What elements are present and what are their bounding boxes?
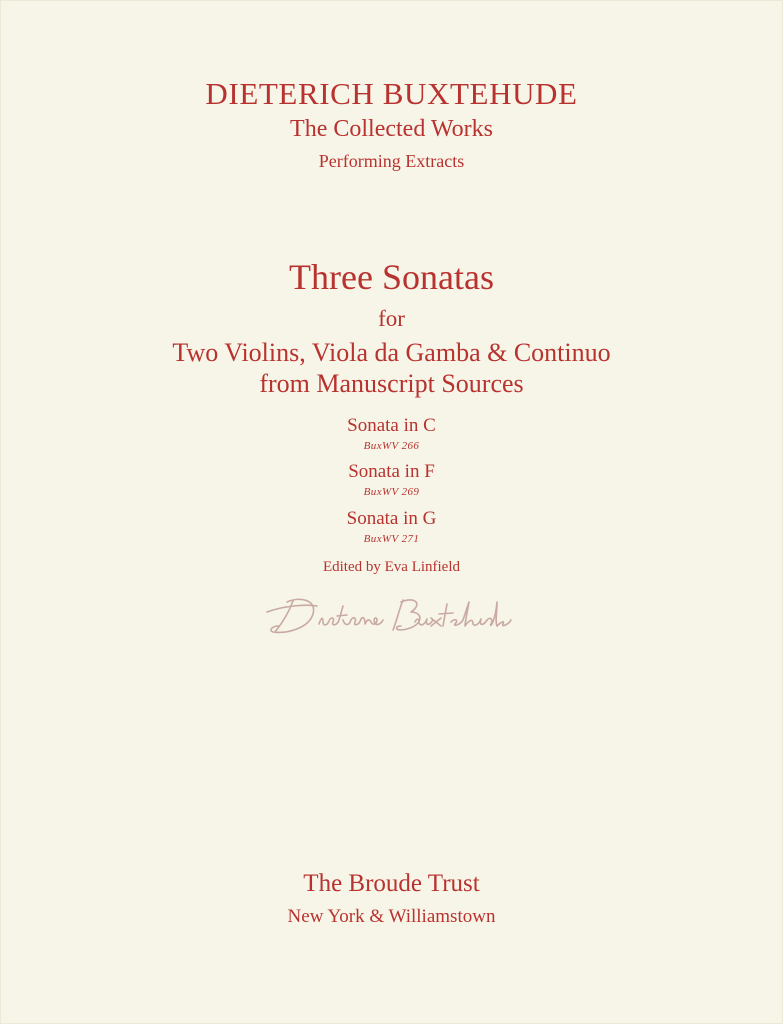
sonata-title: Sonata in F [348, 461, 435, 482]
editor-credit: Edited by Eva Linfield [322, 559, 461, 575]
publisher-location: New York & Williamstown [287, 906, 496, 927]
composer-signature [265, 588, 515, 643]
composer-name: DIETERICH BUXTEHUDE [205, 76, 578, 111]
series-title: The Collected Works [290, 116, 493, 142]
work-title: Three Sonatas [289, 257, 494, 297]
publisher-name: The Broude Trust [303, 870, 480, 897]
work-for-label: for [378, 306, 405, 331]
series-subtitle: Performing Extracts [318, 151, 465, 171]
sonata-title: Sonata in C [347, 415, 436, 436]
sonata-title: Sonata in G [346, 508, 437, 529]
sonata-catalog-number: BuxWV 269 [363, 486, 420, 498]
work-source: from Manuscript Sources [259, 369, 524, 398]
sonata-catalog-number: BuxWV 266 [363, 440, 420, 452]
work-instrumentation: Two Violins, Viola da Gamba & Continuo [172, 338, 611, 367]
sonata-catalog-number: BuxWV 271 [363, 533, 420, 545]
